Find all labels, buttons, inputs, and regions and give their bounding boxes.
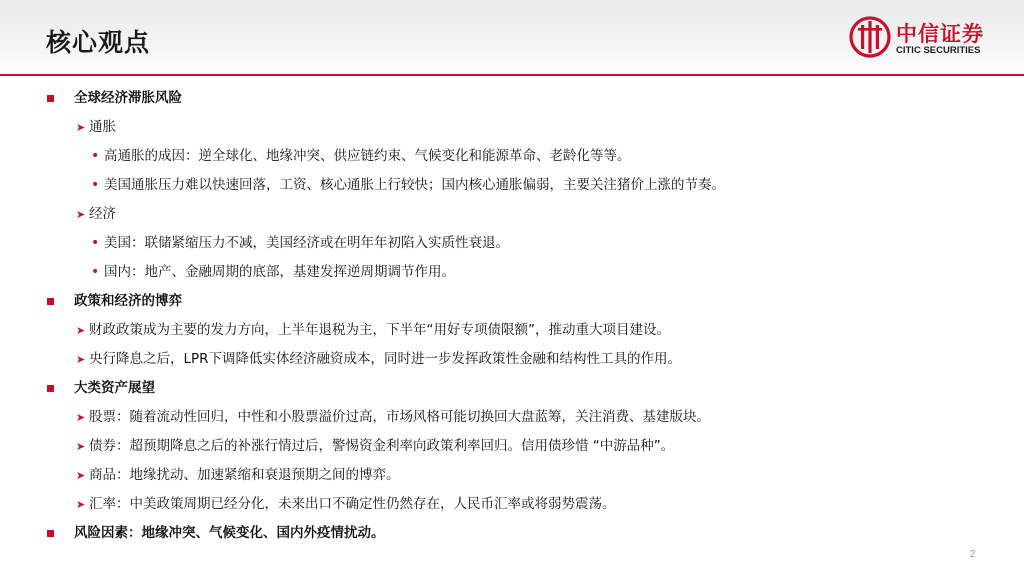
header-bar	[0, 0, 1024, 75]
citic-logo-icon	[848, 15, 892, 59]
bullet-item	[0, 84, 1024, 113]
arrow-bullet-icon: ➤	[76, 121, 86, 134]
arrow-bullet-icon: ➤	[76, 411, 86, 424]
bullet-text: 通胀	[89, 119, 116, 135]
header-divider	[0, 74, 1024, 76]
bullet-text: 大类资产展望	[74, 380, 155, 396]
bullet-item	[0, 461, 1024, 490]
bullet-item	[0, 316, 1024, 345]
bullet-text: 风险因素：地缘冲突、气候变化、国内外疫情扰动。	[74, 525, 385, 541]
dot-bullet-icon: •	[91, 177, 100, 193]
logo-chinese-text: 中信证券	[896, 22, 984, 46]
page-number: 2	[970, 549, 976, 560]
bullet-item	[0, 374, 1024, 403]
arrow-bullet-icon: ➤	[76, 469, 86, 482]
dot-bullet-icon: •	[91, 264, 100, 280]
company-logo	[848, 15, 998, 63]
square-bullet-icon	[47, 298, 54, 305]
bullet-text: 央行降息之后，LPR下调降低实体经济融资成本，同时进一步发挥政策性金融和结构性工具的作用。	[89, 351, 682, 367]
bullet-text: 经济	[89, 206, 116, 222]
bullet-item	[0, 519, 1024, 548]
bullet-item	[0, 258, 1024, 287]
arrow-bullet-icon: ➤	[76, 324, 86, 337]
bullet-item	[0, 171, 1024, 200]
logo-english-text: CITIC SECURITIES	[896, 45, 981, 56]
bullet-item	[0, 403, 1024, 432]
bullet-text: 债券：超预期降息之后的补涨行情过后，警惕资金利率向政策利率回归。信用债珍惜 “中游品种”。	[89, 438, 675, 454]
dot-bullet-icon: •	[91, 148, 100, 164]
arrow-bullet-icon: ➤	[76, 440, 86, 453]
dot-bullet-icon: •	[91, 235, 100, 251]
arrow-bullet-icon: ➤	[76, 498, 86, 511]
bullet-text: 商品：地缘扰动、加速紧缩和衰退预期之间的博弈。	[89, 467, 400, 483]
bullet-item	[0, 490, 1024, 519]
bullet-text: 高通胀的成因：逆全球化、地缘冲突、供应链约束、气候变化和能源革命、老龄化等等。	[104, 148, 631, 164]
bullet-text: 财政政策成为主要的发力方向，上半年退税为主，下半年“用好专项债限额”，推动重大项目建设。	[89, 322, 670, 338]
bullet-text: 全球经济滞胀风险	[74, 90, 182, 106]
bullet-text: 股票：随着流动性回归，中性和小股票溢价过高，市场风格可能切换回大盘蓝筹，关注消费、基建版块。	[89, 409, 710, 425]
bullet-list	[0, 84, 1024, 548]
arrow-bullet-icon: ➤	[76, 353, 86, 366]
bullet-text: 汇率：中美政策周期已经分化，未来出口不确定性仍然存在，人民币汇率或将弱势震荡。	[89, 496, 616, 512]
bullet-text: 国内：地产、金融周期的底部，基建发挥逆周期调节作用。	[104, 264, 455, 280]
bullet-item	[0, 142, 1024, 171]
bullet-item	[0, 229, 1024, 258]
bullet-item	[0, 113, 1024, 142]
bullet-item	[0, 200, 1024, 229]
arrow-bullet-icon: ➤	[76, 208, 86, 221]
bullet-text: 美国通胀压力难以快速回落，工资、核心通胀上行较快；国内核心通胀偏弱，主要关注猪价上涨的节奏。	[104, 177, 725, 193]
square-bullet-icon	[47, 385, 54, 392]
bullet-item	[0, 287, 1024, 316]
bullet-item	[0, 345, 1024, 374]
square-bullet-icon	[47, 530, 54, 537]
square-bullet-icon	[47, 95, 54, 102]
bullet-item	[0, 432, 1024, 461]
bullet-text: 美国：联储紧缩压力不减，美国经济或在明年年初陷入实质性衰退。	[104, 235, 509, 251]
bullet-text: 政策和经济的博弈	[74, 293, 182, 309]
page-title: 核心观点	[46, 28, 151, 57]
